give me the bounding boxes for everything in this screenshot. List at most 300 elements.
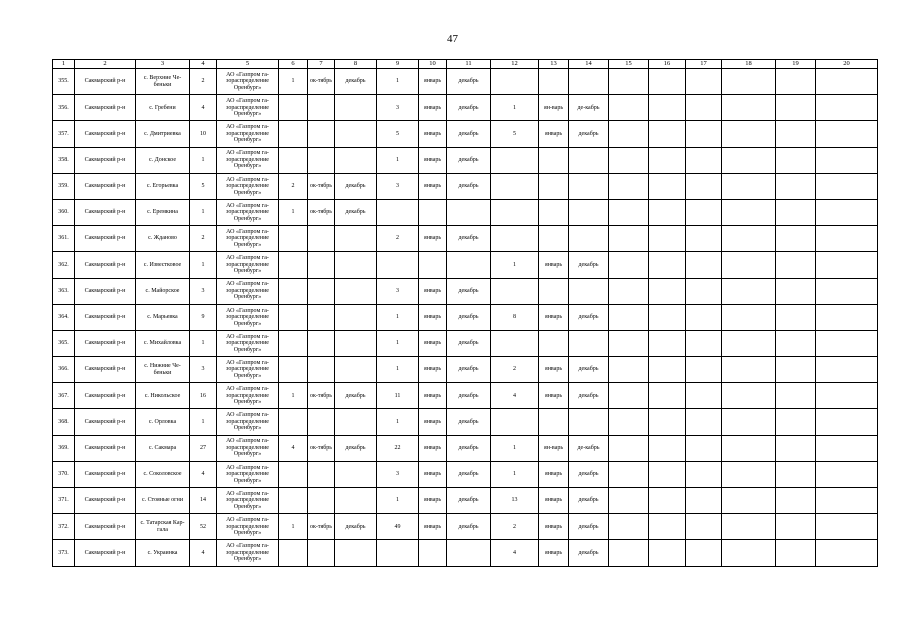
table-cell	[609, 409, 649, 435]
table-cell: 16	[190, 383, 217, 409]
table-cell: 1	[377, 69, 419, 95]
table-cell	[649, 304, 686, 330]
table-cell: 356.	[53, 95, 75, 121]
table-cell	[279, 304, 308, 330]
table-cell: 363.	[53, 278, 75, 304]
table-cell	[377, 252, 419, 278]
table-cell	[335, 278, 377, 304]
table-cell	[776, 409, 816, 435]
table-cell	[491, 69, 539, 95]
column-header: 7	[308, 60, 335, 69]
table-cell: январь	[539, 121, 569, 147]
table-cell	[649, 383, 686, 409]
table-cell	[722, 514, 776, 540]
table-cell: с. Стояные огни	[136, 488, 190, 514]
table-cell	[816, 199, 878, 225]
table-row	[53, 199, 878, 225]
table-cell: 4	[190, 461, 217, 487]
column-header: 12	[491, 60, 539, 69]
table-cell	[308, 461, 335, 487]
table-cell: январь	[419, 121, 447, 147]
table-cell	[308, 278, 335, 304]
table-row	[53, 226, 878, 252]
table-cell	[609, 147, 649, 173]
table-cell: 22	[377, 435, 419, 461]
table-cell	[722, 173, 776, 199]
table-cell	[539, 226, 569, 252]
table-cell	[649, 409, 686, 435]
table-cell	[686, 488, 722, 514]
table-cell	[649, 461, 686, 487]
table-cell: Сакмарский р-н	[75, 173, 136, 199]
table-cell	[816, 514, 878, 540]
table-cell	[722, 488, 776, 514]
table-cell: с. Сакмара	[136, 435, 190, 461]
table-cell: Сакмарский р-н	[75, 330, 136, 356]
table-cell	[609, 383, 649, 409]
table-cell	[539, 147, 569, 173]
table-row	[53, 304, 878, 330]
column-header: 19	[776, 60, 816, 69]
table-cell: 11	[377, 383, 419, 409]
table-cell: декабрь	[447, 278, 491, 304]
table-cell: январь	[539, 514, 569, 540]
table-cell: январь	[419, 304, 447, 330]
table-cell	[649, 69, 686, 95]
table-cell: с. Жданово	[136, 226, 190, 252]
table-cell: де-кабрь	[569, 435, 609, 461]
table-cell	[609, 357, 649, 383]
column-header: 6	[279, 60, 308, 69]
table-cell: 1	[190, 330, 217, 356]
table-cell	[776, 173, 816, 199]
table-cell	[335, 357, 377, 383]
table-cell	[308, 304, 335, 330]
table-cell: Сакмарский р-н	[75, 409, 136, 435]
table-cell: Сакмарский р-н	[75, 69, 136, 95]
table-cell	[609, 435, 649, 461]
table-cell	[279, 147, 308, 173]
table-cell	[377, 540, 419, 566]
table-cell: 372.	[53, 514, 75, 540]
table-cell	[649, 95, 686, 121]
table-body	[53, 69, 878, 567]
table-cell	[569, 147, 609, 173]
table-cell: 357.	[53, 121, 75, 147]
table-cell	[491, 173, 539, 199]
table-cell	[776, 304, 816, 330]
table-cell: Сакмарский р-н	[75, 95, 136, 121]
table-cell: декабрь	[569, 121, 609, 147]
table-cell: январь	[419, 488, 447, 514]
table-cell	[816, 435, 878, 461]
table-cell: АО «Газпром га-зораспределение Оренбург»	[217, 147, 279, 173]
table-cell	[447, 540, 491, 566]
table-row	[53, 278, 878, 304]
table-cell	[569, 278, 609, 304]
table-cell	[569, 330, 609, 356]
table-cell	[609, 488, 649, 514]
table-cell	[335, 461, 377, 487]
table-cell	[569, 69, 609, 95]
table-cell	[308, 252, 335, 278]
column-header: 9	[377, 60, 419, 69]
table-cell: декабрь	[335, 199, 377, 225]
table-cell	[308, 330, 335, 356]
table-cell	[776, 461, 816, 487]
table-cell	[722, 383, 776, 409]
table-cell: декабрь	[335, 69, 377, 95]
table-cell	[649, 226, 686, 252]
table-cell	[491, 330, 539, 356]
table-cell	[776, 278, 816, 304]
table-cell	[686, 199, 722, 225]
table-cell	[816, 278, 878, 304]
table-cell: АО «Газпром га-зораспределение Оренбург»	[217, 304, 279, 330]
table-cell	[609, 95, 649, 121]
table-cell	[308, 121, 335, 147]
table-cell: 4	[491, 383, 539, 409]
table-cell	[308, 409, 335, 435]
table-cell: декабрь	[447, 121, 491, 147]
table-cell: Сакмарский р-н	[75, 252, 136, 278]
table-cell: АО «Газпром га-зораспределение Оренбург»	[217, 252, 279, 278]
column-header: 10	[419, 60, 447, 69]
table-cell: 1	[279, 514, 308, 540]
table-cell	[649, 252, 686, 278]
table-row	[53, 461, 878, 487]
table-cell: 3	[190, 278, 217, 304]
table-cell	[776, 357, 816, 383]
column-header: 5	[217, 60, 279, 69]
table-cell: с. Дмитриевка	[136, 121, 190, 147]
table-cell: 14	[190, 488, 217, 514]
column-header: 8	[335, 60, 377, 69]
table-cell	[308, 95, 335, 121]
table-cell: декабрь	[447, 304, 491, 330]
table-cell	[686, 514, 722, 540]
table-cell	[776, 435, 816, 461]
table-cell	[335, 330, 377, 356]
table-cell	[816, 488, 878, 514]
table-cell	[335, 304, 377, 330]
table-cell	[816, 95, 878, 121]
table-cell	[722, 540, 776, 566]
table-cell: Сакмарский р-н	[75, 435, 136, 461]
table-cell	[686, 304, 722, 330]
table-cell: январь	[419, 330, 447, 356]
table-cell: 355.	[53, 69, 75, 95]
table-cell	[816, 357, 878, 383]
table-cell	[447, 199, 491, 225]
table-cell: с. Никольское	[136, 383, 190, 409]
table-cell: 3	[377, 278, 419, 304]
table-cell: 361.	[53, 226, 75, 252]
table-cell: АО «Газпром га-зораспределение Оренбург»	[217, 409, 279, 435]
column-header: 13	[539, 60, 569, 69]
table-cell: 1	[491, 435, 539, 461]
table-cell: 1	[491, 461, 539, 487]
table-cell	[335, 540, 377, 566]
table-cell	[419, 199, 447, 225]
table-cell: 9	[190, 304, 217, 330]
column-header: 2	[75, 60, 136, 69]
table-cell: 370.	[53, 461, 75, 487]
table-cell: ок-тябрь	[308, 199, 335, 225]
table-cell: январь	[419, 409, 447, 435]
table-cell	[686, 95, 722, 121]
table-cell	[776, 226, 816, 252]
table-cell	[335, 95, 377, 121]
table-cell	[816, 69, 878, 95]
table-cell: январь	[419, 461, 447, 487]
table-cell: 4	[279, 435, 308, 461]
table-cell	[686, 69, 722, 95]
table-cell: ян-варь	[539, 95, 569, 121]
table-cell: Сакмарский р-н	[75, 461, 136, 487]
table-cell	[491, 199, 539, 225]
table-cell	[722, 435, 776, 461]
table-cell	[649, 357, 686, 383]
table-cell	[722, 226, 776, 252]
table-cell	[816, 330, 878, 356]
table-cell: январь	[539, 252, 569, 278]
table-cell: январь	[419, 69, 447, 95]
table-cell: декабрь	[335, 435, 377, 461]
column-header: 18	[722, 60, 776, 69]
table-cell: 2	[377, 226, 419, 252]
table-cell: АО «Газпром га-зораспределение Оренбург»	[217, 514, 279, 540]
table-cell: 1	[491, 95, 539, 121]
table-cell	[722, 357, 776, 383]
table-cell	[609, 514, 649, 540]
table-cell: январь	[419, 226, 447, 252]
table-cell: декабрь	[447, 357, 491, 383]
table-cell: АО «Газпром га-зораспределение Оренбург»	[217, 383, 279, 409]
table-cell: 3	[377, 461, 419, 487]
table-cell: 3	[190, 357, 217, 383]
table-cell: декабрь	[569, 383, 609, 409]
table-cell: с. Украинка	[136, 540, 190, 566]
table-cell	[609, 226, 649, 252]
table-cell: ок-тябрь	[308, 173, 335, 199]
table-cell: Сакмарский р-н	[75, 278, 136, 304]
table-cell: 2	[190, 69, 217, 95]
table-cell: АО «Газпром га-зораспределение Оренбург»	[217, 357, 279, 383]
table-cell: 371.	[53, 488, 75, 514]
table-cell: январь	[539, 540, 569, 566]
table-cell: 8	[491, 304, 539, 330]
table-cell: 27	[190, 435, 217, 461]
table-cell	[308, 147, 335, 173]
table-cell: 5	[377, 121, 419, 147]
table-cell: 4	[190, 540, 217, 566]
table-cell: с. Гребени	[136, 95, 190, 121]
table-cell: ок-тябрь	[308, 383, 335, 409]
table-cell: декабрь	[447, 226, 491, 252]
table-cell	[491, 409, 539, 435]
table-cell	[686, 409, 722, 435]
table-row	[53, 121, 878, 147]
table-cell	[447, 252, 491, 278]
table-cell	[335, 121, 377, 147]
table-cell	[279, 278, 308, 304]
table-cell: январь	[539, 461, 569, 487]
table-cell	[649, 278, 686, 304]
table-cell	[569, 199, 609, 225]
table-cell	[686, 461, 722, 487]
table-cell: с. Известковое	[136, 252, 190, 278]
table-cell: Сакмарский р-н	[75, 357, 136, 383]
table-cell	[649, 488, 686, 514]
table-cell: 10	[190, 121, 217, 147]
table-cell	[722, 461, 776, 487]
table-cell: декабрь	[569, 488, 609, 514]
table-cell: 369.	[53, 435, 75, 461]
table-cell	[649, 540, 686, 566]
table-cell	[686, 435, 722, 461]
column-header: 15	[609, 60, 649, 69]
table-cell	[609, 121, 649, 147]
table-cell: АО «Газпром га-зораспределение Оренбург»	[217, 226, 279, 252]
table-cell: 49	[377, 514, 419, 540]
table-cell: 1	[190, 147, 217, 173]
header-row	[53, 60, 878, 69]
table-cell: с. Соколовское	[136, 461, 190, 487]
table-cell: с. Нижние Че-беньки	[136, 357, 190, 383]
table-cell	[776, 252, 816, 278]
table-cell: Сакмарский р-н	[75, 488, 136, 514]
table-cell	[279, 252, 308, 278]
table-cell: с. Михайловка	[136, 330, 190, 356]
column-header: 20	[816, 60, 878, 69]
table-cell	[649, 147, 686, 173]
table-cell	[776, 121, 816, 147]
table-cell: АО «Газпром га-зораспределение Оренбург»	[217, 435, 279, 461]
table-cell: декабрь	[447, 409, 491, 435]
table-cell	[686, 173, 722, 199]
column-header: 3	[136, 60, 190, 69]
table-row	[53, 147, 878, 173]
table-cell: с. Марьевка	[136, 304, 190, 330]
table-cell	[279, 409, 308, 435]
table-cell	[279, 461, 308, 487]
table-cell	[335, 252, 377, 278]
table-cell: январь	[539, 304, 569, 330]
table-cell: 4	[190, 95, 217, 121]
table-cell	[609, 278, 649, 304]
table-row	[53, 95, 878, 121]
table-cell: АО «Газпром га-зораспределение Оренбург»	[217, 461, 279, 487]
table-cell	[816, 173, 878, 199]
table-cell: январь	[539, 383, 569, 409]
table-cell: 2	[491, 357, 539, 383]
table-cell	[539, 199, 569, 225]
table-cell	[722, 330, 776, 356]
table-cell	[279, 488, 308, 514]
table-cell	[609, 199, 649, 225]
table-cell: декабрь	[447, 330, 491, 356]
table-cell: 1	[279, 69, 308, 95]
table-cell	[686, 121, 722, 147]
table-cell	[279, 357, 308, 383]
column-header: 11	[447, 60, 491, 69]
table-cell: с. Донское	[136, 147, 190, 173]
table-cell	[279, 121, 308, 147]
table-cell: 4	[491, 540, 539, 566]
table-cell	[649, 173, 686, 199]
table-cell	[649, 330, 686, 356]
table-cell: АО «Газпром га-зораспределение Оренбург»	[217, 121, 279, 147]
table-cell	[491, 147, 539, 173]
table-cell: декабрь	[335, 173, 377, 199]
table-cell: 358.	[53, 147, 75, 173]
table-cell	[722, 304, 776, 330]
table-cell: Сакмарский р-н	[75, 121, 136, 147]
table-cell	[722, 95, 776, 121]
table-cell	[816, 304, 878, 330]
table-cell	[609, 330, 649, 356]
table-cell: 1	[377, 304, 419, 330]
table-row	[53, 357, 878, 383]
table-cell	[686, 330, 722, 356]
table-cell	[722, 278, 776, 304]
table-cell: декабрь	[447, 69, 491, 95]
table-cell: 5	[491, 121, 539, 147]
table-cell: декабрь	[335, 383, 377, 409]
table-cell: январь	[419, 357, 447, 383]
table-cell: Сакмарский р-н	[75, 147, 136, 173]
table-cell	[609, 173, 649, 199]
table-cell: 1	[377, 409, 419, 435]
table-cell	[816, 252, 878, 278]
table-cell: 360.	[53, 199, 75, 225]
table-cell: АО «Газпром га-зораспределение Оренбург»	[217, 488, 279, 514]
table-cell	[335, 147, 377, 173]
table-cell	[377, 199, 419, 225]
table-cell	[776, 95, 816, 121]
table-row	[53, 435, 878, 461]
table-cell: январь	[419, 278, 447, 304]
table-cell: Сакмарский р-н	[75, 383, 136, 409]
table-cell: ок-тябрь	[308, 514, 335, 540]
schedule-table	[52, 59, 878, 567]
table-cell	[539, 409, 569, 435]
table-cell: 367.	[53, 383, 75, 409]
table-cell	[686, 226, 722, 252]
table-cell	[686, 278, 722, 304]
column-header: 1	[53, 60, 75, 69]
table-cell	[776, 330, 816, 356]
table-cell	[722, 252, 776, 278]
table-cell: декабрь	[569, 540, 609, 566]
table-cell: 1	[377, 147, 419, 173]
table-cell	[279, 540, 308, 566]
table-cell	[609, 252, 649, 278]
table-cell: с. Еремкина	[136, 199, 190, 225]
table-cell: 365.	[53, 330, 75, 356]
column-header: 14	[569, 60, 609, 69]
table-cell	[609, 540, 649, 566]
table-cell: АО «Газпром га-зораспределение Оренбург»	[217, 173, 279, 199]
table-cell: декабрь	[447, 514, 491, 540]
table-cell	[816, 226, 878, 252]
table-cell	[686, 147, 722, 173]
table-cell: АО «Газпром га-зораспределение Оренбург»	[217, 95, 279, 121]
table-cell	[649, 199, 686, 225]
table-cell: декабрь	[447, 95, 491, 121]
table-row	[53, 383, 878, 409]
